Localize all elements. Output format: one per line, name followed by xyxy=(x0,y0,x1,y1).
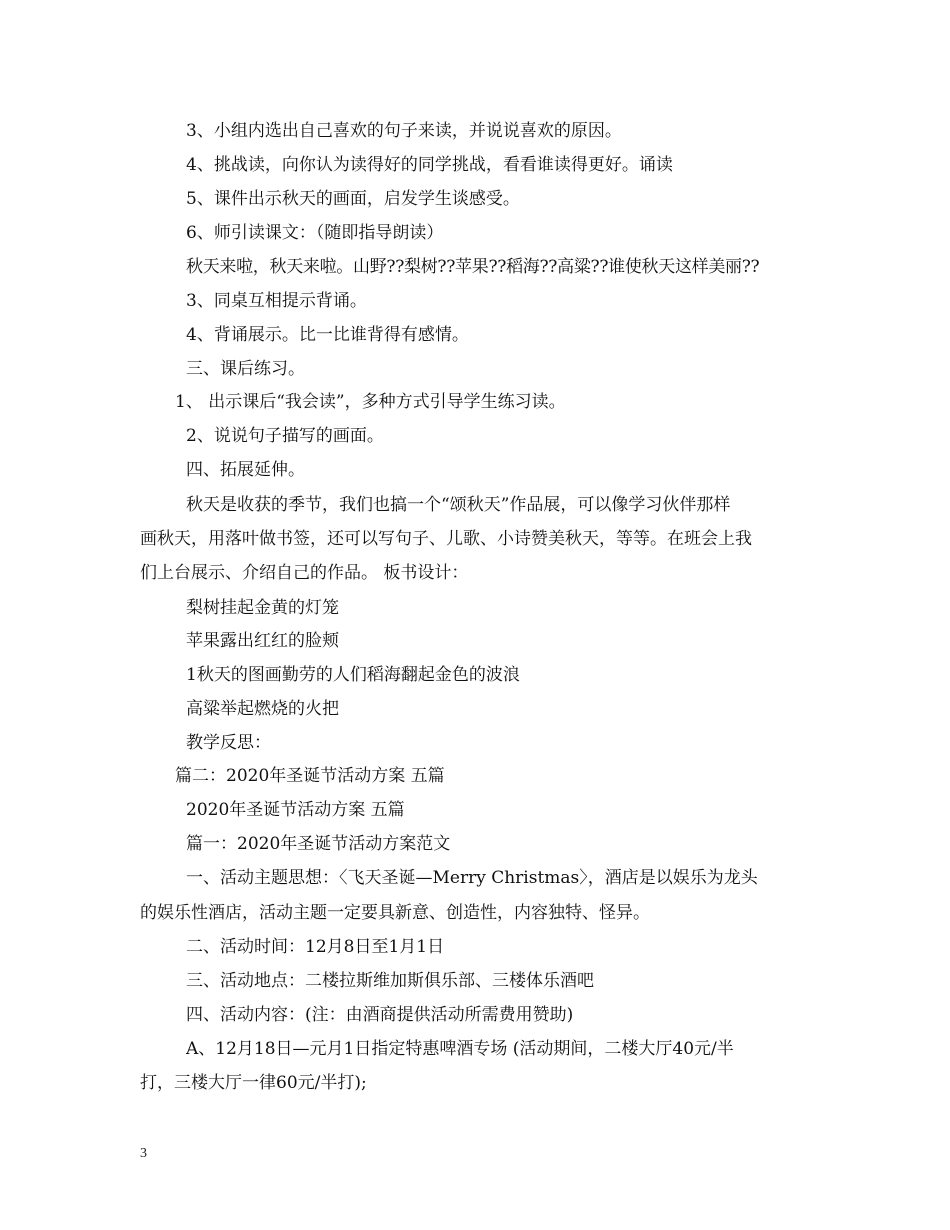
text-line: 3、同桌互相提示背诵。 xyxy=(186,291,367,311)
text-line: 一、活动主题思想：〈飞天圣诞—Merry Christmas〉，酒店是以娱乐为龙头 xyxy=(186,868,758,888)
text-line: 打，三楼大厅一律60元/半打); xyxy=(140,1073,367,1093)
text-line: 4、挑战读，向你认为读得好的同学挑战，看看谁读得更好。诵读 xyxy=(186,155,673,175)
text-line: 画秋天，用落叶做书签，还可以写句子、儿歌、小诗赞美秋天，等等。在班会上我 xyxy=(140,529,752,549)
text-line: 6、师引读课文：（随即指导朗读） xyxy=(186,223,444,243)
text-line: 秋天是收获的季节，我们也搞一个“颂秋天”作品展，可以像学习伙伴那样 xyxy=(186,495,731,515)
text-line: 三、活动地点：二楼拉斯维加斯俱乐部、三楼体乐酒吧 xyxy=(186,971,594,991)
text-line: 的娱乐性酒店，活动主题一定要具新意、创造性，内容独特、怪异。 xyxy=(140,903,650,923)
page-number: 3 xyxy=(140,1146,147,1161)
text-line: 梨树挂起金黄的灯笼 xyxy=(186,598,339,618)
text-line: 1、 出示课后“我会读”，多种方式引导学生练习读。 xyxy=(175,392,566,412)
text-line: 4、背诵展示。比一比谁背得有感情。 xyxy=(186,325,469,345)
text-line: 苹果露出红红的脸颊 xyxy=(186,631,339,651)
text-line: 1秋天的图画勤劳的人们稻海翻起金色的波浪 xyxy=(186,665,520,685)
text-line: 篇二：2020年圣诞节活动方案 五篇 xyxy=(175,766,445,786)
text-line: 高粱举起燃烧的火把 xyxy=(186,699,339,719)
text-line: A、12月18日—元月1日指定特惠啤酒专场 (活动期间，二楼大厅40元/半 xyxy=(186,1039,734,1059)
text-line: 秋天来啦，秋天来啦。山野??梨树??苹果??稻海??高粱??谁使秋天这样美丽?? xyxy=(186,257,760,277)
text-line: 篇一：2020年圣诞节活动方案范文 xyxy=(186,834,451,854)
text-line: 2020年圣诞节活动方案 五篇 xyxy=(186,800,405,820)
text-line: 二、活动时间：12月8日至1月1日 xyxy=(186,937,445,957)
text-line: 四、活动内容：(注：由酒商提供活动所需费用赞助) xyxy=(186,1005,574,1025)
text-line: 四、拓展延伸。 xyxy=(186,460,305,480)
text-line: 5、课件出示秋天的画面，启发学生谈感受。 xyxy=(186,189,520,209)
text-line: 教学反思： xyxy=(186,733,271,753)
text-line: 三、课后练习。 xyxy=(186,359,305,379)
text-line: 3、小组内选出自己喜欢的句子来读，并说说喜欢的原因。 xyxy=(186,121,622,141)
text-line: 们上台展示、介绍自己的作品。 板书设计： xyxy=(140,563,469,583)
text-line: 2、说说句子描写的画面。 xyxy=(186,426,384,446)
